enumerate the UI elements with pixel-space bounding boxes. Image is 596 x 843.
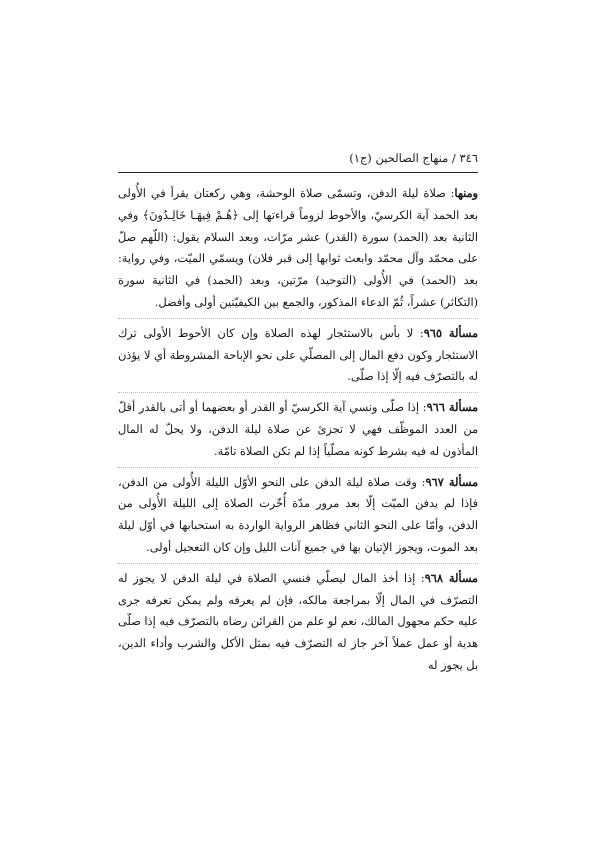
issue-label: مسألة ٩٦٨ [424,570,478,585]
issue-967 [118,472,478,559]
issue-text: : إذا صلّى ونسي آية الكرسيّ أو القدر أو بعضهما أو أتى بالقدر أقلّ من العدد الموظّف فهي لا تجزئ عن صلاة ليلة الدفن، ولا يحلّ له المال المأذون له فيه بشرط كونه مصلّياً إذا لم تكن الصلاة تامّة. [118,401,478,458]
paragraph-wahsha-prayer [118,183,478,314]
issue-label: مسألة ٩٦٥ [423,325,478,340]
issue-text: : وقت صلاة ليلة الدفن على النحو الأوّل الليلة الأُولى من الدفن، فإذا لم يدفن الميّت إلّا بعد مرور مدّة أُخّرت الصلاة إلى الليلة الأُولى من الدفن، وأمّا على النحو الثاني فظاهر الرواية الواردة به استحبابها في أوّل ليلة بعد الموت، ويجوز الإتيان بها في جميع آنات الليل وإن كان التعجيل أولى. [118,475,478,554]
paragraph-divider [118,563,478,564]
issue-966 [118,397,478,462]
header-rule [118,172,478,173]
issue-text: : لا بأس بالاستئجار لهذه الصلاة وإن كان الأحوط الأولى ترك الاستئجار وكون دفع المال إلى المصلّي على نحو الإباحة المشروطة أي لا يؤذن له بالتصرّف فيه إلّا إذا صلّى. [118,326,478,384]
issue-text: : إذا أخذ المال ليصلّي فنسي الصلاة في ليلة الدفن لا يجوز له التصرّف في المال إلّا بمراجعة مالكه، فإن لم يعرفه ولم يمكن تعرفه جرى عليه حكم مجهول المالك، نعم لو علم من القرائن رضاه بالتصرّف فيه إذا صلّى هدية أو عمل عملاً آخر جاز له التصرّف فيه بمثل الأكل والشرب وأداء الدين، بل يجوز له [118,571,478,672]
issue-965 [118,323,478,388]
paragraph-divider [118,392,478,393]
page-body [118,183,478,681]
issue-label: مسألة ٩٦٦ [426,400,478,415]
issue-968 [118,568,478,677]
paragraph-divider [118,467,478,468]
issue-label: مسألة ٩٦٧ [425,474,478,489]
paragraph-divider [118,318,478,319]
paragraph-lead: ومنها [454,186,478,200]
running-header [118,150,478,166]
running-title: ٣٤٦ / منهاج الصالحين (ج١) [349,151,478,165]
paragraph-text: : صلاة ليلة الدفن، وتسمّى صلاة الوحشة، وهي ركعتان يقرأ في الأُولى بعد الحمد آية الكرسيّ، والأحوط لزوماً قراءتها إلى ﴿هُـمْ فِيهَـا خَالِـدُونَ﴾ وفي الثانية بعد (الحمد) سورة (القدر) عشر مرّات، وبعد السلام يقول: (اللّهم صلّ على محمّد وآل محمّد وابعث ثوابها إلى قبر فلان) ويسمّي الميّت، وفي رواية: بعد (الحمد) في الأُولى (التوحيد) مرّتين، وبعد (الحمد) في الثانية سورة (التكاثر) عشراً، ثُمّ الدعاء المذكور، والجمع بين الكيفيّتين أولى وأفضل. [118,187,478,309]
